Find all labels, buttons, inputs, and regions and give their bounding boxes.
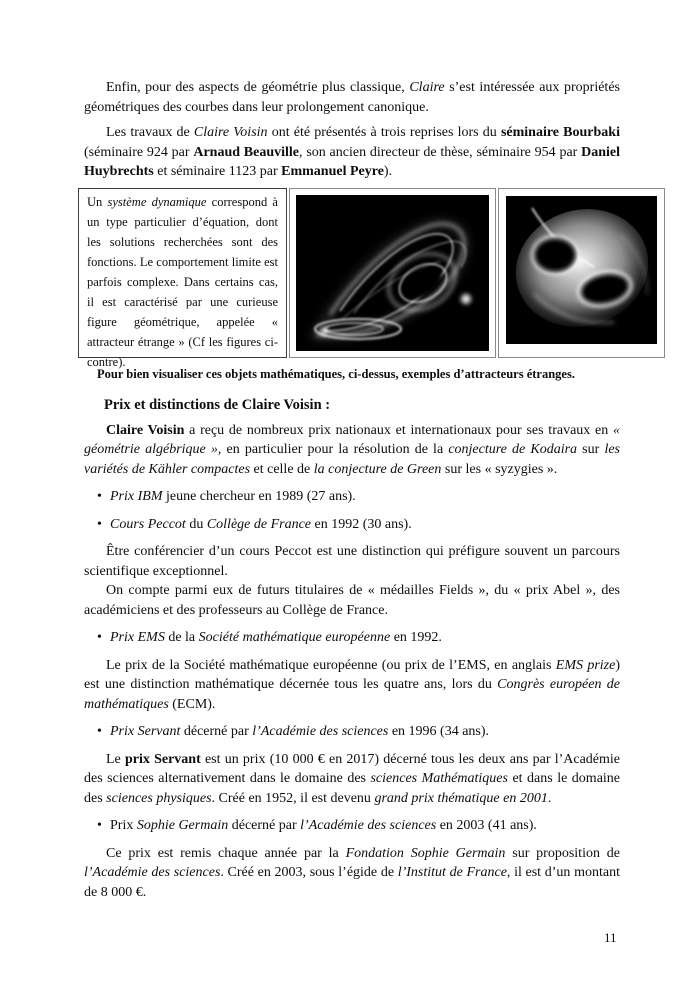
bullet-marker: • (97, 818, 102, 833)
bullet-marker: • (97, 630, 102, 645)
bullet-marker: • (97, 489, 102, 504)
paragraph-conferencier-peccot: Être conférencier d’un cours Peccot est une distinction qui préfigure souvent un parcours scientifique exceptionnel. (84, 544, 620, 579)
bullet-text: Prix Sophie Germain décerné par l’Académie des sciences en 2003 (41 ans). (110, 818, 537, 833)
paragraph-prix-servant-detail: Le prix Servant est un prix (10 000 € en 2017) décerné tous les deux ans par l’Académie des sciences alternativement dans le domaine des sciences Mathématiques et dans le domaine des sciences physiques. Créé en 1952, il est devenu grand prix thématique en 2001. (84, 751, 621, 806)
attractor-figure-left (289, 188, 496, 358)
paragraph-prix-sophie-germain-detail: Ce prix est remis chaque année par la Fondation Sophie Germain sur proposition de l’Académie des sciences. Créé en 2003, sous l’égide de l’Institut de France, il est d’un montant de 8 000 €. (84, 845, 620, 900)
figure-caption: Pour bien visualiser ces objets mathématiques, ci-dessus, exemples d’attracteurs étranges. (97, 366, 575, 381)
bullet-text: Prix EMS de la Société mathématique européenne en 1992. (110, 630, 442, 645)
bullet-text: Cours Peccot du Collège de France en 1992 (30 ans). (110, 516, 412, 532)
strange-attractor-two-holes-image (506, 196, 657, 344)
figure-row (78, 188, 665, 369)
paragraph-prix-ems-detail: Le prix de la Société mathématique européenne (ou prix de l’EMS, en anglais EMS prize) est une distinction mathématique décernée tous les quatre ans, lors du Congrès européen de mathématiques (ECM). (84, 657, 620, 712)
attractor-figure-right (498, 188, 665, 358)
paragraph-geometrie-classique: Enfin, pour des aspects de géométrie plus classique, Claire s’est intéressée aux propriétés géométriques des courbes dans leur prolongement canonique. (84, 80, 620, 115)
bullet-prix-sophie-germain (97, 816, 620, 836)
dynamic-system-note: Un système dynamique correspond à un type particulier d’équation, dont les solutions recherchées sont des fonctions. Le comportement limite est parfois complexe. Dans certains cas, il est caractérisé par une curieuse figure géométrique, appelée « attracteur étrange » (Cf les figures ci-contre). (78, 188, 287, 358)
section-heading-prix-distinctions: Prix et distinctions de Claire Voisin : (104, 396, 331, 413)
strange-attractor-swirl-image (296, 195, 489, 351)
page-number: 11 (604, 930, 617, 945)
bullet-marker: • (97, 516, 102, 532)
paragraph-medailles-fields: On compte parmi eux de futurs titulaires de « médailles Fields », du « prix Abel », des académiciens et des professeurs au Collège de France. (84, 583, 620, 618)
paragraph-seminaire-bourbaki: Les travaux de Claire Voisin ont été présentés à trois reprises lors du séminaire Bourbaki (séminaire 924 par Arnaud Beauville, son ancien directeur de thèse, séminaire 954 par Daniel Huybrechts et séminaire 1123 par Emmanuel Peyre). (84, 125, 620, 179)
bullet-cours-peccot (97, 515, 620, 535)
paragraph-prix-internationaux: Claire Voisin a reçu de nombreux prix nationaux et internationaux pour ses travaux en « géométrie algébrique », en particulier pour la résolution de la conjecture de Kodaira sur les variétés de Kähler compactes et celle de la conjecture de Green sur les « syzygies ». (84, 422, 620, 477)
bullet-text: Prix IBM jeune chercheur en 1989 (27 ans). (110, 489, 356, 504)
bullet-text: Prix Servant décerné par l’Académie des sciences en 1996 (34 ans). (110, 724, 490, 739)
bullet-prix-ibm (97, 487, 620, 507)
bullet-prix-servant (97, 722, 620, 742)
bullet-prix-ems (97, 628, 620, 648)
bullet-marker: • (97, 724, 102, 739)
